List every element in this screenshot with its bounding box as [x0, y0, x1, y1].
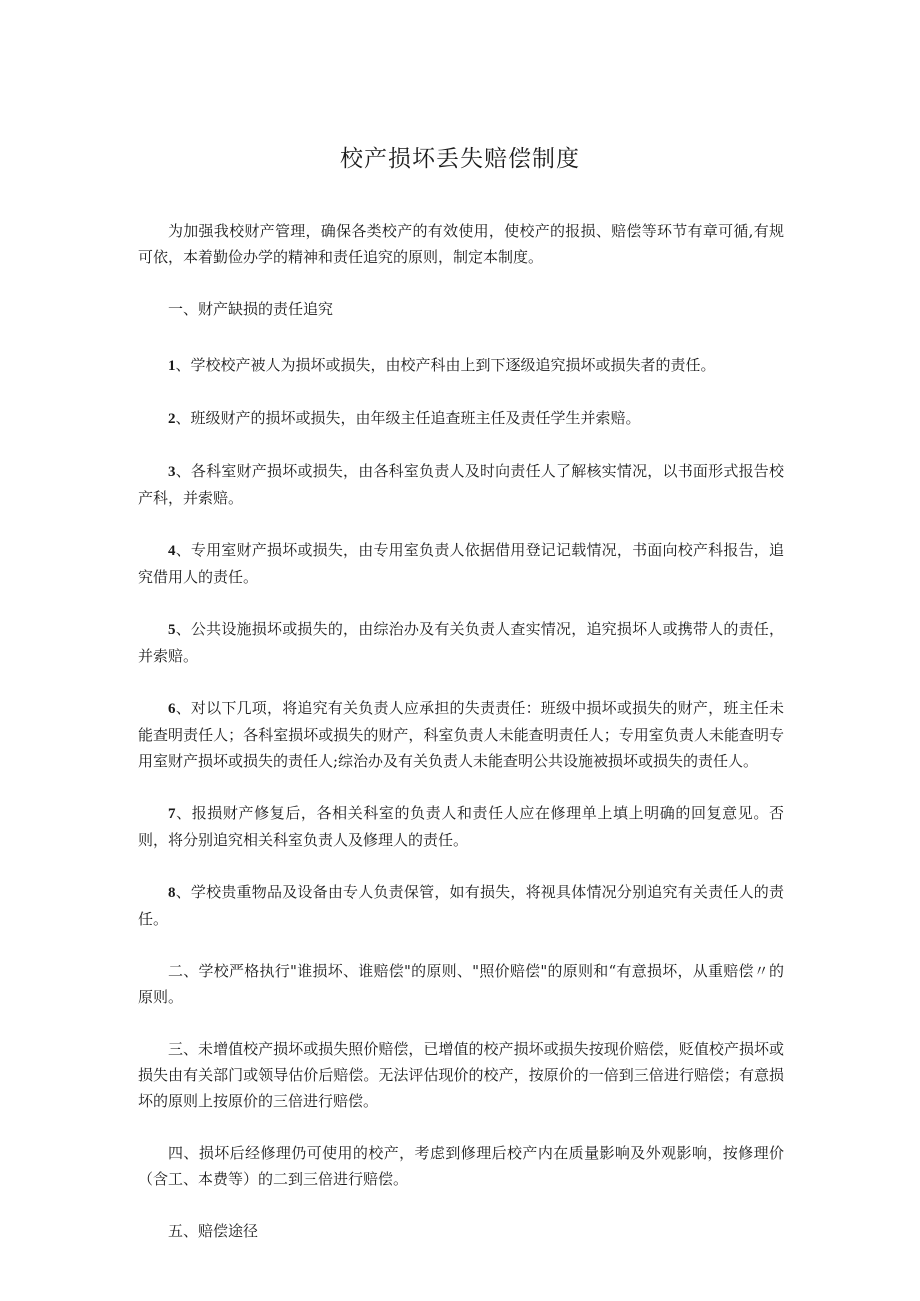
item-5	[138, 616, 784, 669]
section-1-heading: 一、财产缺损的责任追究	[168, 300, 334, 318]
item-2	[138, 405, 784, 432]
item-number: 3	[168, 464, 176, 480]
intro-paragraph: 为加强我校财产管理，确保各类校产的有效使用，使校产的报损、赔偿等环节有章可循,有规可依，本着勤俭办学的精神和责任追究的原则，制定本制度。	[138, 222, 784, 266]
document-body	[138, 218, 784, 1270]
item-1	[138, 352, 784, 379]
item-text: 、学校贵重物品及设备由专人负责保管，如有损失，将视具体情况分别追究有关责任人的责任。	[138, 883, 784, 928]
item-text: 、报损财产修复后，各相关科室的负责人和责任人应在修理单上填上明确的回复意见。否则，将分别追究相关科室负责人及修理人的责任。	[138, 804, 784, 849]
item-text: 、专用室财产损坏或损失，由专用室负责人依据借用登记记载情况，书面向校产科报告，追究借用人的责任。	[138, 541, 784, 586]
item-number: 6	[168, 701, 176, 717]
item-number: 5	[168, 622, 176, 638]
item-text: 、学校校产被人为损坏或损失，由校产科由上到下逐级追究损坏或损失者的责任。	[175, 356, 716, 374]
item-6	[138, 695, 784, 774]
item-text: 、各科室财产损坏或损失，由各科室负责人及时向责任人了解核实情况，以书面形式报告校产科，并索赔。	[138, 462, 784, 507]
section-2-paragraph: 二、学校严格执行"谁损坏、谁赔偿"的原则、"照价赔偿"的原则和“有意损坏，从重赔偿〃的原则。	[138, 962, 784, 1006]
item-number: 4	[168, 543, 176, 559]
item-number: 7	[168, 806, 176, 822]
item-text: 、公共设施损坏或损失的，由综治办及有关负责人查实情况，追究损坏人或携带人的责任，并索赔。	[138, 620, 784, 665]
document-title: 校产损坏丢失赔偿制度	[340, 146, 580, 172]
item-3	[138, 458, 784, 511]
item-text: 、对以下几项，将追究有关负责人应承担的失责责任：班级中损坏或损失的财产，班主任未能查明责任人；各科室损坏或损失的财产，科室负责人未能查明责任人；专用室负责人未能查明专用室财产损坏或损失的责任人;综治办及有关负责人未能查明公共设施被损坏或损失的责任人。	[138, 699, 784, 770]
item-number: 1	[168, 358, 176, 374]
item-4	[138, 537, 784, 590]
item-number: 8	[168, 885, 176, 901]
section-3-paragraph: 三、未增值校产损坏或损失照价赔偿，已增值的校产损坏或损失按现价赔偿，贬值校产损坏或损失由有关部门或领导估价后赔偿。无法评估现价的校产，按原价的一倍到三倍进行赔偿；有意损坏的原则上按原价的三倍进行赔偿。	[138, 1040, 784, 1110]
item-text: 、班级财产的损坏或损失，由年级主任追查班主任及责任学生并索赔。	[175, 409, 641, 427]
item-number: 2	[168, 411, 176, 427]
item-8	[138, 879, 784, 932]
section-5-heading: 五、赔偿途径	[168, 1222, 259, 1240]
section-4-paragraph: 四、损坏后经修理仍可使用的校产，考虑到修理后校产内在质量影响及外观影响，按修理价（含工、本费等）的二到三倍进行赔偿。	[138, 1144, 784, 1188]
item-7	[138, 800, 784, 853]
